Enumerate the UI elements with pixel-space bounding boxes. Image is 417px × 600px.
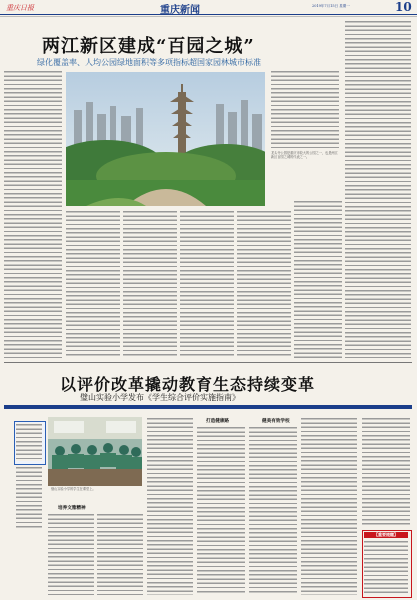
story1-headline: 两江新区建成“百园之城”	[42, 36, 255, 57]
section-title: 重庆新闻	[160, 5, 200, 16]
story2-subhead: 璧山实验小学发布《学生综合评价实施指南》	[80, 393, 240, 402]
classroom-photo	[48, 417, 142, 486]
story2-section-a: 打造健康路	[206, 419, 229, 424]
story2-section-c: 培养文雅精神	[58, 506, 86, 511]
story1-column-1	[4, 70, 62, 358]
story1-column-5	[237, 210, 291, 358]
page-header	[0, 0, 417, 15]
park-cityscape-photo	[66, 72, 265, 206]
story2-column-2	[97, 513, 143, 595]
sidebar-title: 【重要提醒】	[364, 532, 408, 538]
story2-column-7	[362, 417, 410, 525]
story1-subhead: 绿化覆盖率、人均公园绿地面积等多项指标超国家园林城市标准	[37, 58, 261, 67]
story2-column-intro	[16, 466, 42, 528]
divider	[0, 16, 417, 17]
story1-photo-caption: 龙头寺公园是重庆市较大的公园之一，也是两江新区百园之城的代表之一。	[271, 151, 338, 160]
story2-section-b: 健美有效学校	[262, 419, 290, 424]
story2-headline: 以评价改革撬动教育生态持续变革	[60, 375, 316, 394]
story2-column-4	[197, 426, 245, 595]
story1-column-3	[123, 210, 177, 358]
story2-rule	[4, 405, 412, 409]
sidebar-text	[364, 540, 408, 594]
story2-column-5	[249, 426, 297, 595]
story1-column-2	[66, 210, 120, 358]
story1-column-4	[180, 210, 234, 358]
story1-column-8	[345, 20, 411, 358]
dateline: 2019年7月15日 星期一	[312, 4, 350, 8]
story2-column-3	[147, 417, 193, 595]
newspaper-logo: 重庆日报	[6, 4, 34, 12]
story1-column-6	[271, 70, 339, 148]
story2-photo-caption: 璧山实验小学的学生在课堂上。	[51, 487, 96, 491]
story-divider	[4, 362, 412, 363]
story2-intro-text	[16, 423, 42, 461]
story1-column-7	[294, 200, 342, 358]
story2-column-6	[301, 417, 357, 595]
story2-column-1	[48, 513, 94, 595]
page-number: 10	[395, 0, 412, 14]
